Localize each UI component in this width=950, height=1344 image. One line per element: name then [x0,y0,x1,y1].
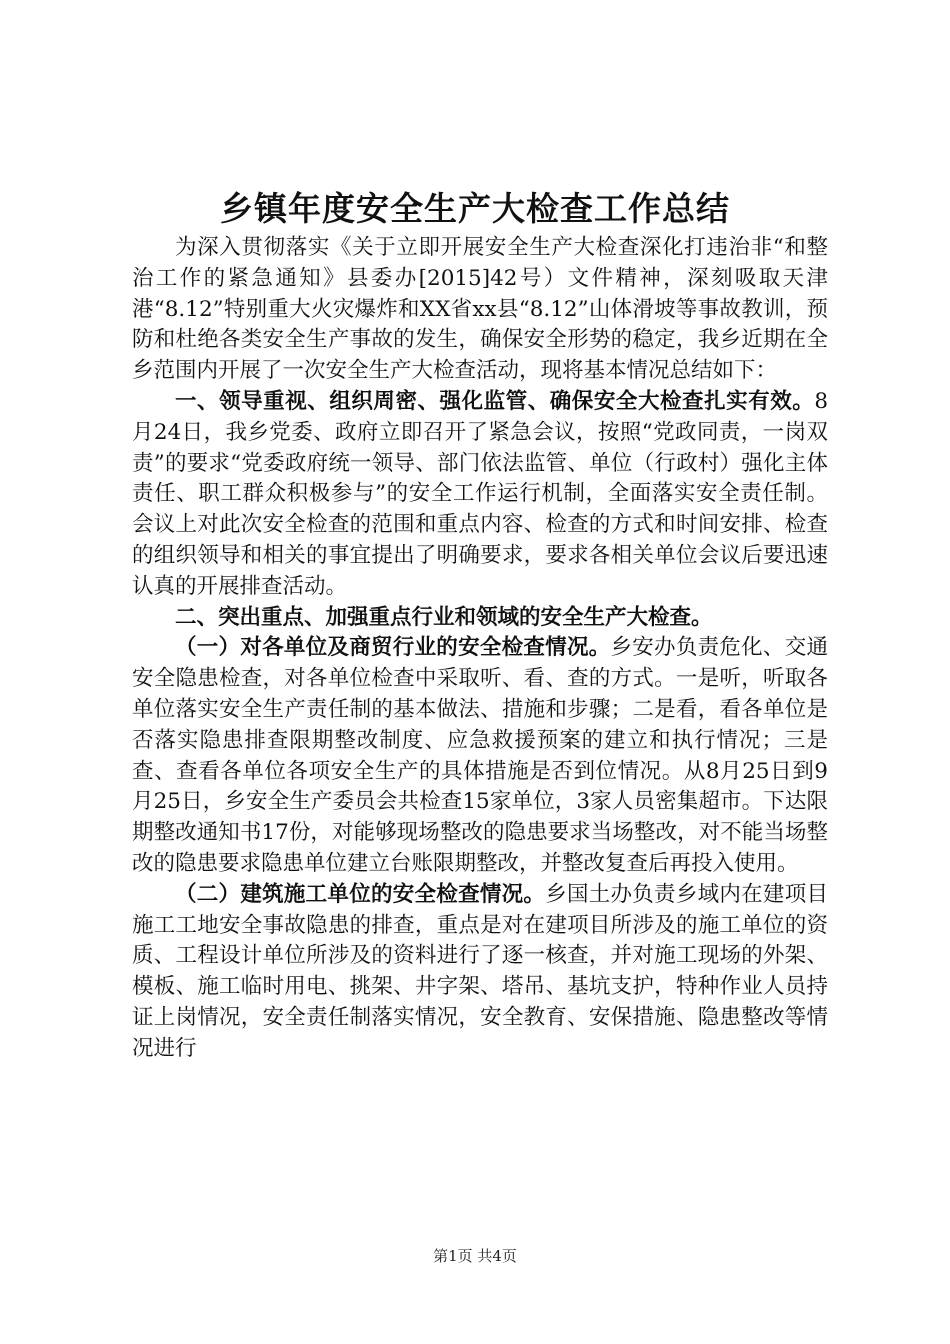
section-2-heading-paragraph [132,603,828,634]
subsection-heading: （二）建筑施工单位的安全检查情况。 [175,881,546,907]
document-title: 乡镇年度安全生产大检查工作总结 [220,189,730,228]
paragraph-text: 乡安办负责危化、交通安全隐患检查，对各单位检查中采取听、看、查的方式。一是听，听取各单位落实安全生产责任制的基本做法、措施和步骤；二是看，看各单位是否落实隐患排查限期整改制度、应急救援预案的建立和执行情况；三是查、查看各单位各项安全生产的具体措施是否到位情况。从8月25日到9月25日，乡安全生产委员会共检查15家单位，3家人员密集超市。下达限期整改通知书17份，对能够现场整改的隐患要求当场整改，对不能当场整改的隐患要求隐患单位建立台账限期整改，并整改复查后再投入使用。 [132,635,828,876]
subsection-heading: （一）对各单位及商贸行业的安全检查情况。 [175,635,611,661]
section-1-paragraph [132,387,828,603]
section-heading: 一、领导重视、组织周密、强化监管、确保安全大检查扎实有效。 [175,388,815,414]
subsection-2-paragraph [132,880,828,1065]
paragraph-text: 乡国土办负责乡域内在建项目施工工地安全事故隐患的排查，重点是对在建项目所涉及的施工单位的资质、工程设计单位所涉及的资料进行了逐一核查，并对施工现场的外架、模板、施工临时用电、挑架、井字架、塔吊、基坑支护，特种作业人员持证上岗情况，安全责任制落实情况，安全教育、安保措施、隐患整改等情况进行 [132,881,828,1061]
subsection-1-paragraph [132,633,828,879]
page-footer: 第1页 共4页 [433,1247,517,1265]
document-body [132,233,828,1065]
paragraph-text: 为深入贯彻落实《关于立即开展安全生产大检查深化打违治非“和整治工作的紧急通知》县委办[2015]42号）文件精神，深刻吸取天津港“8.12”特别重大火灾爆炸和XX省xx县“8.12”山体滑坡等事故教训，预防和杜绝各类安全生产事故的发生，确保安全形势的稳定，我乡近期在全乡范围内开展了一次安全生产大检查活动，现将基本情况总结如下： [132,235,828,384]
paragraph-text: 8月24日，我乡党委、政府立即召开了紧急会议，按照“党政同责，一岗双责”的要求“党委政府统一领导、部门依法监管、单位（行政村）强化主体责任、职工群众积极参与”的安全工作运行机制，全面落实安全责任制。会议上对此次安全检查的范围和重点内容、检查的方式和时间安排、检查的组织领导和相关的事宜提出了明确要求，要求各相关单位会议后要迅速认真的开展排查活动。 [132,388,828,599]
intro-paragraph [132,233,828,387]
section-heading: 二、突出重点、加强重点行业和领域的安全生产大检查。 [175,604,713,630]
